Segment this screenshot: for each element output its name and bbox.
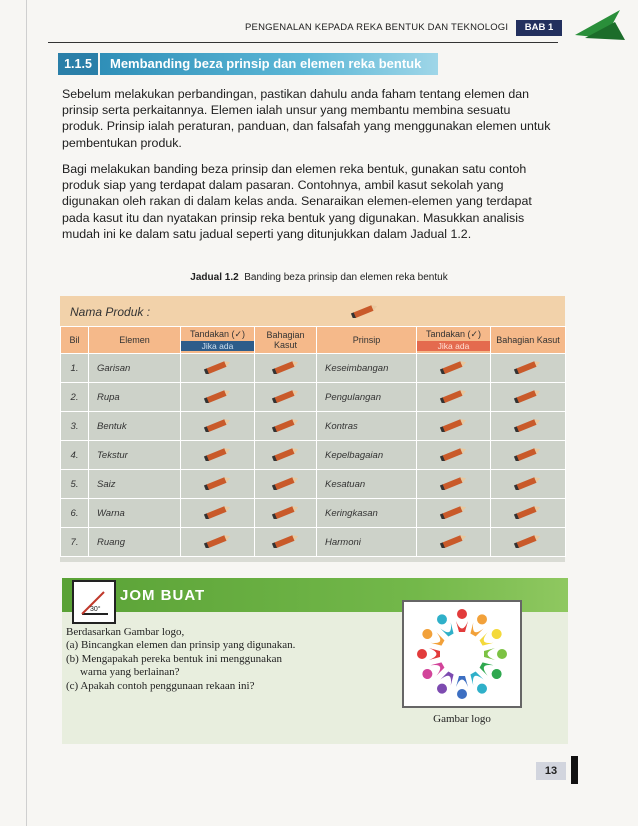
pencil-icon — [271, 447, 301, 461]
cell-tandakan-2 — [417, 441, 491, 470]
cell-tandakan-1 — [181, 383, 255, 412]
cell-prinsip: Kepelbagaian — [317, 441, 417, 470]
cell-tandakan-1 — [181, 528, 255, 557]
paragraph-1: Sebelum melakukan perbandingan, pastikan dahulu anda faham tentang elemen dan prinsip serta perkaitannya. Elemen ialah unsur yang membantu membina sesuatu produk. Prinsip ialah peraturan, panduan, dan falsafah yang menggunakan elemen untuk pembentukan produk. — [62, 87, 551, 150]
cell-tandakan-1 — [181, 470, 255, 499]
section-heading — [58, 53, 438, 75]
header-bahagian-1: Bahagian Kasut — [255, 327, 317, 354]
pencil-icon — [350, 304, 380, 318]
cell-bahagian-2 — [491, 441, 566, 470]
pencil-icon — [271, 360, 301, 374]
cell-tandakan-2 — [417, 354, 491, 383]
cell-bil: 6. — [61, 499, 89, 528]
cell-prinsip: Kesatuan — [317, 470, 417, 499]
cell-bahagian-1 — [255, 412, 317, 441]
pencil-icon — [439, 418, 469, 432]
cell-tandakan-2 — [417, 412, 491, 441]
corner-decoration-icon — [565, 0, 625, 40]
pencil-icon — [203, 389, 233, 403]
header-bil: Bil — [61, 327, 89, 354]
table-caption-text: Banding beza prinsip dan elemen reka bentuk — [244, 272, 448, 283]
activity-line: (b) Mengapakah pereka bentuk ini menggunakan — [66, 652, 282, 665]
cell-elemen: Saiz — [89, 470, 181, 499]
activity-box — [62, 578, 568, 744]
cell-prinsip: Keringkasan — [317, 499, 417, 528]
pencil-icon — [203, 476, 233, 490]
cell-bahagian-2 — [491, 354, 566, 383]
cell-elemen: Garisan — [89, 354, 181, 383]
cell-bil: 1. — [61, 354, 89, 383]
cell-bahagian-2 — [491, 383, 566, 412]
cell-bil: 7. — [61, 528, 89, 557]
logo-image — [402, 600, 522, 708]
pencil-icon — [439, 476, 469, 490]
cell-tandakan-2 — [417, 499, 491, 528]
pencil-icon — [513, 360, 543, 374]
table-caption-label: Jadual 1.2 — [190, 272, 239, 283]
activity-line: (c) Apakah contoh penggunaan rekaan ini? — [66, 679, 255, 692]
cell-tandakan-2 — [417, 383, 491, 412]
product-name-label: Nama Produk : — [70, 305, 151, 319]
table-row — [61, 441, 566, 470]
cell-tandakan-2 — [417, 470, 491, 499]
cell-elemen: Rupa — [89, 383, 181, 412]
page-header — [0, 14, 638, 44]
pencil-icon — [439, 360, 469, 374]
cell-bahagian-1 — [255, 383, 317, 412]
activity-line: Berdasarkan Gambar logo, — [66, 626, 185, 638]
pencil-icon — [513, 447, 543, 461]
header-rule — [48, 42, 558, 43]
pencil-icon — [513, 534, 543, 548]
header-jika-ada: Jika ada — [417, 341, 490, 351]
cell-elemen: Warna — [89, 499, 181, 528]
pencil-icon — [513, 505, 543, 519]
header-tandakan-text: Tandakan (✓) — [189, 329, 246, 339]
page-gutter — [26, 0, 27, 826]
header-tandakan-text: Tandakan (✓) — [425, 329, 482, 339]
cell-bahagian-1 — [255, 528, 317, 557]
table-row — [61, 354, 566, 383]
cell-prinsip: Keseimbangan — [317, 354, 417, 383]
cell-tandakan-1 — [181, 499, 255, 528]
cell-elemen: Ruang — [89, 528, 181, 557]
table-row — [61, 528, 566, 557]
cell-elemen: Tekstur — [89, 441, 181, 470]
table-row — [61, 470, 566, 499]
table-caption — [0, 272, 638, 283]
section-title: Membanding beza prinsip dan elemen reka bentuk — [100, 53, 438, 75]
header-jika-ada: Jika ada — [181, 341, 254, 351]
header-elemen: Elemen — [89, 327, 181, 354]
table-row — [61, 412, 566, 441]
cell-prinsip: Pengulangan — [317, 383, 417, 412]
pencil-icon — [271, 476, 301, 490]
cell-bil: 5. — [61, 470, 89, 499]
pencil-icon — [271, 389, 301, 403]
icon-angle-label: 30° — [90, 606, 101, 613]
pencil-icon — [271, 534, 301, 548]
cell-bahagian-2 — [491, 412, 566, 441]
cell-tandakan-1 — [181, 412, 255, 441]
product-name-row — [60, 296, 565, 326]
activity-instructions — [66, 626, 346, 693]
cell-bil: 4. — [61, 441, 89, 470]
header-tandakan-2 — [417, 327, 491, 354]
section-number: 1.1.5 — [58, 53, 98, 75]
pencil-icon — [439, 389, 469, 403]
cell-tandakan-1 — [181, 441, 255, 470]
pencil-icon — [439, 505, 469, 519]
logo-caption: Gambar logo — [433, 713, 491, 725]
people-circle-logo-icon — [404, 602, 520, 706]
cell-bil: 3. — [61, 412, 89, 441]
pencil-icon — [439, 447, 469, 461]
pencil-icon — [203, 447, 233, 461]
pencil-icon — [439, 534, 469, 548]
cell-prinsip: Kontras — [317, 412, 417, 441]
cell-bahagian-2 — [491, 470, 566, 499]
pencil-icon — [513, 389, 543, 403]
cell-bil: 2. — [61, 383, 89, 412]
pencil-icon — [271, 505, 301, 519]
pencil-icon — [513, 476, 543, 490]
pencil-icon — [203, 505, 233, 519]
chapter-title: PENGENALAN KEPADA REKA BENTUK DAN TEKNOLOGI — [245, 22, 509, 33]
cell-bahagian-1 — [255, 441, 317, 470]
chapter-badge: BAB 1 — [516, 20, 562, 36]
activity-line: (a) Bincangkan elemen dan prinsip yang digunakan. — [66, 639, 296, 652]
paragraph-2: Bagi melakukan banding beza prinsip dan elemen reka bentuk, gunakan satu contoh produk siap yang terdapat dalam pasaran. Contohnya, ambil kasut sekolah yang digunakan oleh rakan di dalam kelas anda. Senaraikan elemen-elemen yang terdapat pada kasut itu dan nyatakan prinsip reka bentuk yang digunakan. Masukkan analisis mudah ini ke dalam satu jadual seperti yang ditunjukkan dalam Jadual 1.2. — [62, 162, 532, 241]
activity-line: warna yang berlainan? — [80, 666, 180, 679]
protractor-icon — [72, 580, 116, 624]
page-number-bar — [571, 756, 578, 784]
cell-bahagian-1 — [255, 354, 317, 383]
table-grid — [60, 326, 566, 557]
cell-elemen: Bentuk — [89, 412, 181, 441]
comparison-table — [60, 296, 565, 562]
header-bahagian-2: Bahagian Kasut — [491, 327, 566, 354]
cell-tandakan-1 — [181, 354, 255, 383]
cell-bahagian-2 — [491, 528, 566, 557]
table-row — [61, 383, 566, 412]
cell-bahagian-1 — [255, 470, 317, 499]
cell-bahagian-1 — [255, 499, 317, 528]
cell-bahagian-2 — [491, 499, 566, 528]
page-number: 13 — [536, 762, 566, 780]
pencil-icon — [203, 534, 233, 548]
cell-tandakan-2 — [417, 528, 491, 557]
cell-prinsip: Harmoni — [317, 528, 417, 557]
pencil-icon — [271, 418, 301, 432]
pencil-icon — [203, 418, 233, 432]
header-tandakan-1 — [181, 327, 255, 354]
pencil-icon — [203, 360, 233, 374]
table-row — [61, 499, 566, 528]
pencil-icon — [513, 418, 543, 432]
activity-title: JOM BUAT — [120, 587, 206, 604]
header-prinsip: Prinsip — [317, 327, 417, 354]
